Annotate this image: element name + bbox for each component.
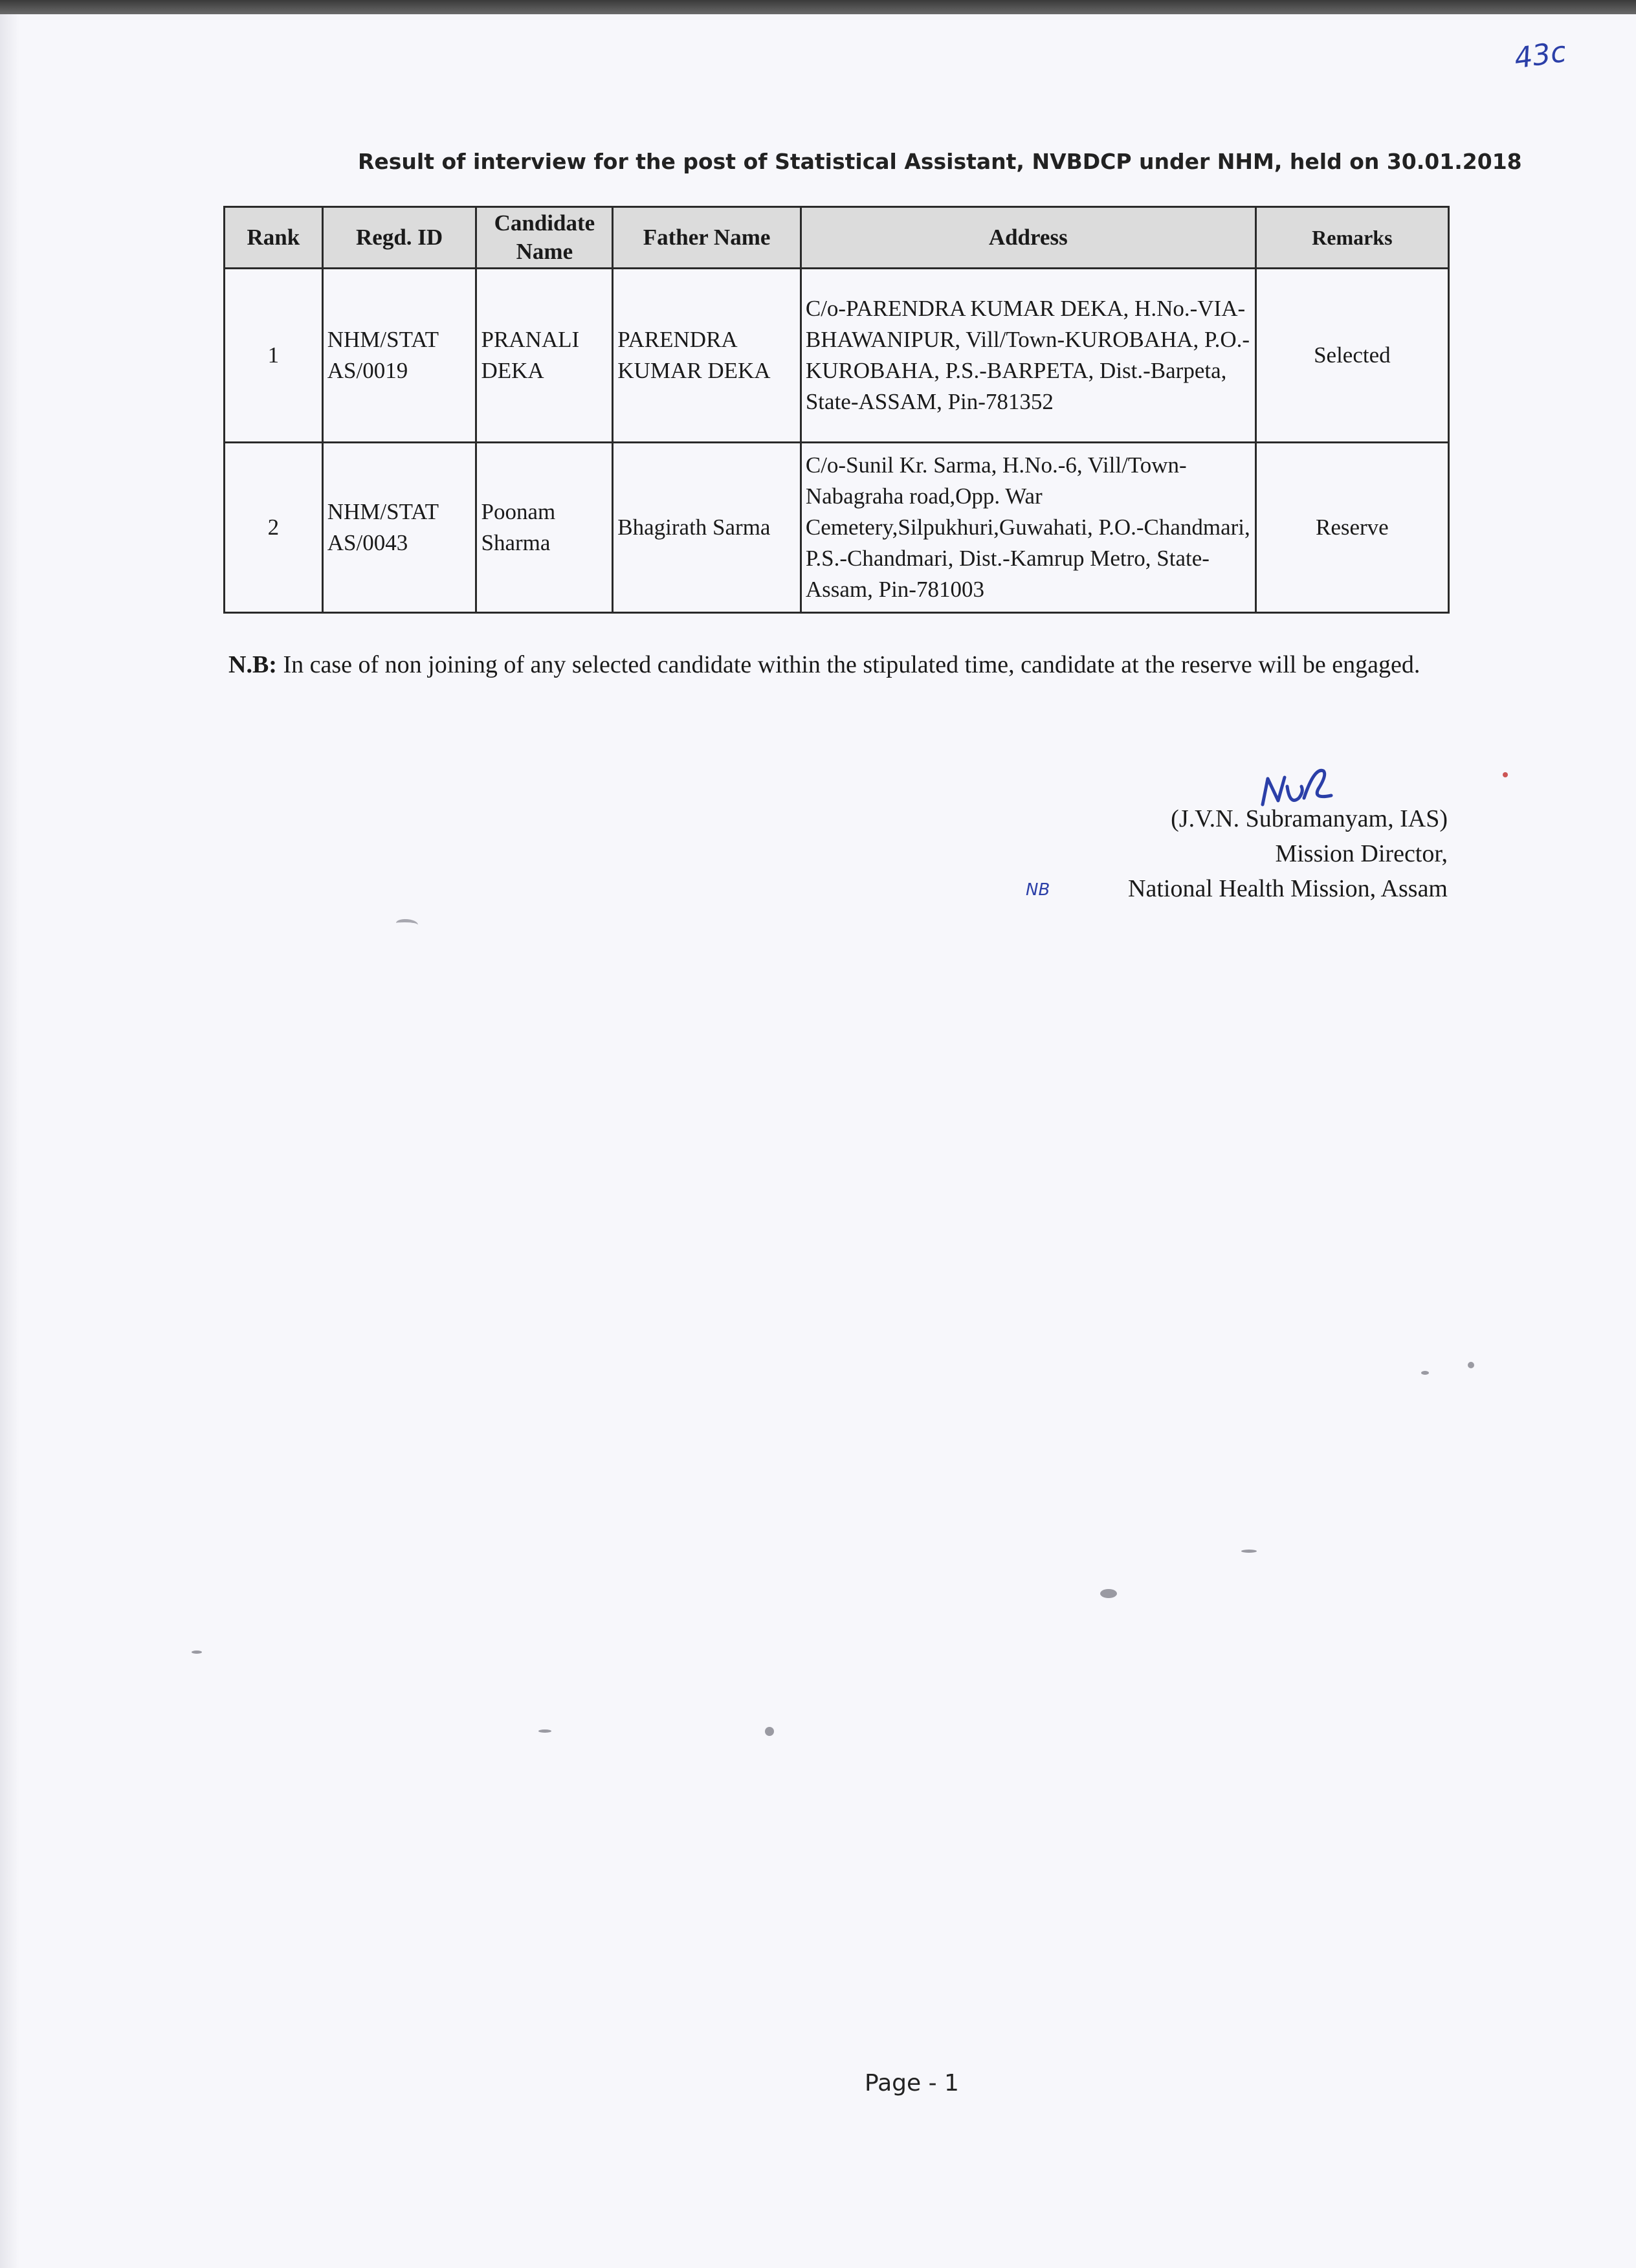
scan-speck: [1421, 1371, 1429, 1375]
cell-father-name: Bhagirath Sarma: [613, 443, 801, 613]
cell-remarks: Reserve: [1255, 443, 1448, 613]
scan-speck: [192, 1651, 202, 1654]
scan-speck: [1100, 1589, 1117, 1598]
cell-candidate-name: Poonam Sharma: [476, 443, 613, 613]
cell-regd-id: NHM/STAT AS/0043: [322, 443, 476, 613]
note-label: N.B:: [228, 651, 277, 678]
header-father-name: Father Name: [613, 207, 801, 269]
cell-remarks: Selected: [1255, 269, 1448, 443]
note-paragraph: [228, 647, 1452, 682]
handwritten-initial: NB: [1026, 880, 1050, 900]
scan-left-shadow: [0, 14, 19, 2268]
scan-speck: [1468, 1362, 1474, 1368]
table-row: [225, 443, 1449, 613]
cell-regd-id: NHM/STAT AS/0019: [322, 269, 476, 443]
scan-top-edge: [0, 0, 1636, 14]
header-regd-id: Regd. ID: [322, 207, 476, 269]
document-title: Result of interview for the post of Statistical Assistant, NVBDCP under NHM, held on 30.01.2018: [358, 149, 1522, 174]
scan-speck: [765, 1727, 774, 1736]
signatory-organization: National Health Mission, Assam: [1128, 875, 1448, 902]
header-remarks: Remarks: [1255, 207, 1448, 269]
cell-address: C/o-PARENDRA KUMAR DEKA, H.No.-VIA- BHAWANIPUR, Vill/Town-KUROBAHA, P.O.-KUROBAHA, P.S.-BARPETA, Dist.-Barpeta, State-ASSAM, Pin-781352: [801, 269, 1255, 443]
cell-rank: 1: [225, 269, 323, 443]
cell-father-name: PARENDRA KUMAR DEKA: [613, 269, 801, 443]
scan-speck: [396, 919, 418, 929]
scan-speck: [538, 1729, 551, 1733]
table-row: [225, 269, 1449, 443]
scan-speck: [1241, 1550, 1257, 1553]
signatory-name: (J.V.N. Subramanyam, IAS): [1171, 805, 1448, 832]
table-header-row: [225, 207, 1449, 269]
signatory-designation: Mission Director,: [1275, 840, 1448, 867]
header-address: Address: [801, 207, 1255, 269]
scan-speck: [1503, 772, 1508, 777]
page-number: Page - 1: [865, 2070, 959, 2096]
cell-address: C/o-Sunil Kr. Sarma, H.No.-6, Vill/Town-Nabagraha road,Opp. War Cemetery,Silpukhuri,Guwahati, P.O.-Chandmari, P.S.-Chandmari, Dist.-Kamrup Metro, State-Assam, Pin-781003: [801, 443, 1255, 613]
header-rank: Rank: [225, 207, 323, 269]
cell-candidate-name: PRANALI DEKA: [476, 269, 613, 443]
handwritten-page-mark: 43c: [1512, 35, 1569, 76]
cell-rank: 2: [225, 443, 323, 613]
header-candidate-name: Candidate Name: [476, 207, 613, 269]
result-table: [223, 206, 1450, 614]
note-text: In case of non joining of any selected candidate within the stipulated time, candidate at the reserve will be engaged.: [283, 651, 1420, 678]
